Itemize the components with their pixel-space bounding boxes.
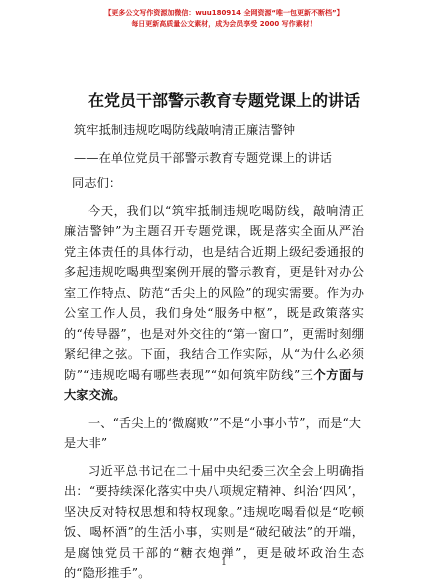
- document-byline: ——在单位党员干部警示教育专题党课上的讲话: [74, 150, 333, 165]
- promo-banner: [40, 8, 408, 30]
- section-heading-1: 一、“舌尖上的‘微腐败’”不是“小事小节”，而是“大是大非”: [64, 415, 362, 450]
- page-number: 1: [221, 558, 227, 568]
- greeting: 同志们：: [72, 176, 122, 190]
- promo-banner-line-1: 【更多公文写作资源加微信：wuu180914 全网资源“唯一包更新不断档”】: [104, 9, 344, 17]
- document-body: [64, 120, 364, 584]
- promo-banner-line-2: 每日更新高质量公文素材，成为会员享受 2000 写作素材！: [131, 20, 317, 28]
- paragraph-intro-text: 今天，我们以“筑牢抵制违规吃喝防线，敲响清正廉洁警钟”为主题召开专题党课，既是落实全面从严治党主体责任的具体行动，也是结合近期上级纪委通报的多起违规吃喝典型案例开展的警示教育，更是针对办公室工作特点、防范“舌尖上的风险”的现实需要。作为办公室工作人员，我们身处“服务中枢”，既是政策落实的“传导器”，也是对外交往的“第一窗口”，更需时刻绷紧纪律之弦。下面，我结合工作实际，从“为什么必须防”“违规吃喝有哪些表现”“如何筑牢防线”三: [64, 203, 364, 382]
- document-title: 在党员干部警示教育专题党课上的讲话: [87, 91, 360, 110]
- paragraph-intro: [64, 201, 364, 406]
- paragraph-intro-bold: 个方面与大家交流。: [64, 367, 364, 402]
- document-subtitle: 筑牢抵制违规吃喝防线敲响清正廉洁警钟: [74, 123, 296, 137]
- paragraph-section-1: 习近平总书记在二十届中央纪委三次全会上明确指出：“要持续深化落实中央八项规定精神、纠治‘四风’，坚决反对特权思想和特权现象。”违规吃喝看似是“吃顿饭、喝杯酒”的生活小事，实则是“破纪破法”的开端，是腐蚀党员干部的“糖衣炮弹”，更是破坏政治生态的“隐形推手”。: [64, 463, 364, 580]
